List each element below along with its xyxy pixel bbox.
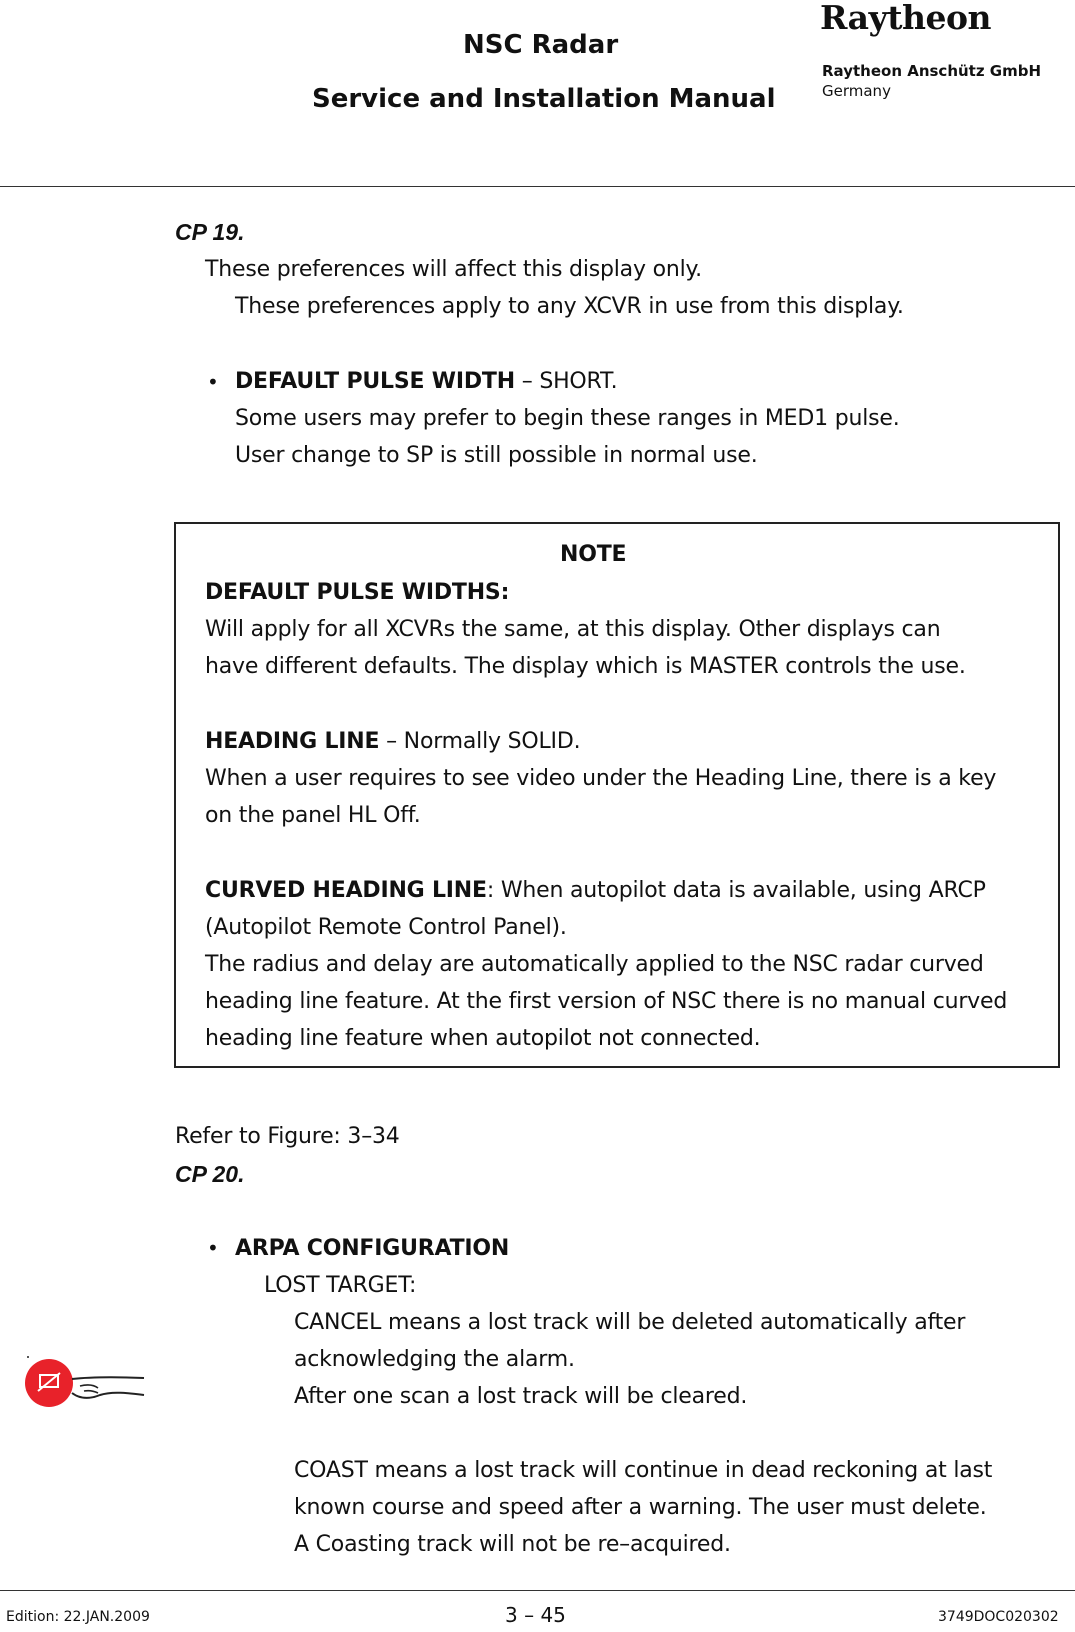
note-pulse-widths-title: DEFAULT PULSE WIDTHS: <box>205 580 510 605</box>
raytheon-logo: Raytheon <box>820 0 991 37</box>
header-rule <box>0 186 1075 187</box>
cp19-line2: User change to SP is still possible in normal use. <box>235 443 758 468</box>
edition-date: Edition: 22.JAN.2009 <box>6 1609 150 1625</box>
bullet-icon: • <box>207 1236 219 1260</box>
cancel-line3: After one scan a lost track will be cleared. <box>294 1384 748 1409</box>
figure-reference: Refer to Figure: 3–34 <box>175 1124 400 1149</box>
cp19-intro2: These preferences apply to any XCVR in use from this display. <box>235 294 904 319</box>
cancel-line1: CANCEL means a lost track will be deleted automatically after <box>294 1310 966 1335</box>
company-name: Raytheon Anschütz GmbH <box>822 62 1042 80</box>
note-curved-heading-line <box>205 878 986 903</box>
bullet-icon: • <box>207 370 219 394</box>
document-subtitle: Service and Installation Manual <box>312 84 776 114</box>
note-curved-line2: The radius and delay are automatically applied to the NSC radar curved <box>205 952 984 977</box>
coast-line2: known course and speed after a warning. The user must delete. <box>294 1495 987 1520</box>
cp20-heading: CP 20. <box>175 1161 245 1187</box>
cp19-item-title: DEFAULT PULSE WIDTH <box>235 369 515 394</box>
cp19-intro: These preferences will affect this display only. <box>205 257 702 282</box>
document-title: NSC Radar <box>463 30 619 60</box>
coast-line3: A Coasting track will not be re–acquired. <box>294 1532 731 1557</box>
note-title: NOTE <box>560 542 627 567</box>
coast-line1: COAST means a lost track will continue in dead reckoning at last <box>294 1458 993 1483</box>
note-curved-line4: heading line feature when autopilot not connected. <box>205 1026 761 1051</box>
note-curved-title: CURVED HEADING LINE <box>205 878 487 903</box>
document-number: 3749DOC020302 <box>938 1609 1059 1625</box>
note-heading-line <box>205 729 580 754</box>
note-pulse-widths-line2: have different defaults. The display which is MASTER controls the use. <box>205 654 966 679</box>
note-heading-line-title: HEADING LINE <box>205 729 380 754</box>
note-pulse-widths-line1: Will apply for all XCVRs the same, at this display. Other displays can <box>205 617 941 642</box>
note-heading-line-value: – Normally SOLID. <box>379 729 581 754</box>
note-heading-line-line2: on the panel HL Off. <box>205 803 421 828</box>
note-curved-value: : When autopilot data is available, using ARCP <box>486 878 986 903</box>
cancel-line2: acknowledging the alarm. <box>294 1347 575 1372</box>
footer-rule <box>0 1590 1075 1591</box>
cp19-item <box>235 369 617 394</box>
note-curved-line1: (Autopilot Remote Control Panel). <box>205 915 567 940</box>
page-number: 3 – 45 <box>505 1603 566 1627</box>
cp19-item-value: – SHORT. <box>514 369 618 394</box>
company-country: Germany <box>822 82 891 100</box>
note-curved-line3: heading line feature. At the first version of NSC there is no manual curved <box>205 989 1008 1014</box>
pointing-hand-icon <box>20 1355 150 1415</box>
cp19-line1: Some users may prefer to begin these ranges in MED1 pulse. <box>235 406 900 431</box>
cp20-subtitle: LOST TARGET: <box>264 1273 417 1298</box>
note-heading-line-line1: When a user requires to see video under the Heading Line, there is a key <box>205 766 997 791</box>
cp20-item-title: ARPA CONFIGURATION <box>235 1236 510 1261</box>
cp19-heading: CP 19. <box>175 219 245 245</box>
